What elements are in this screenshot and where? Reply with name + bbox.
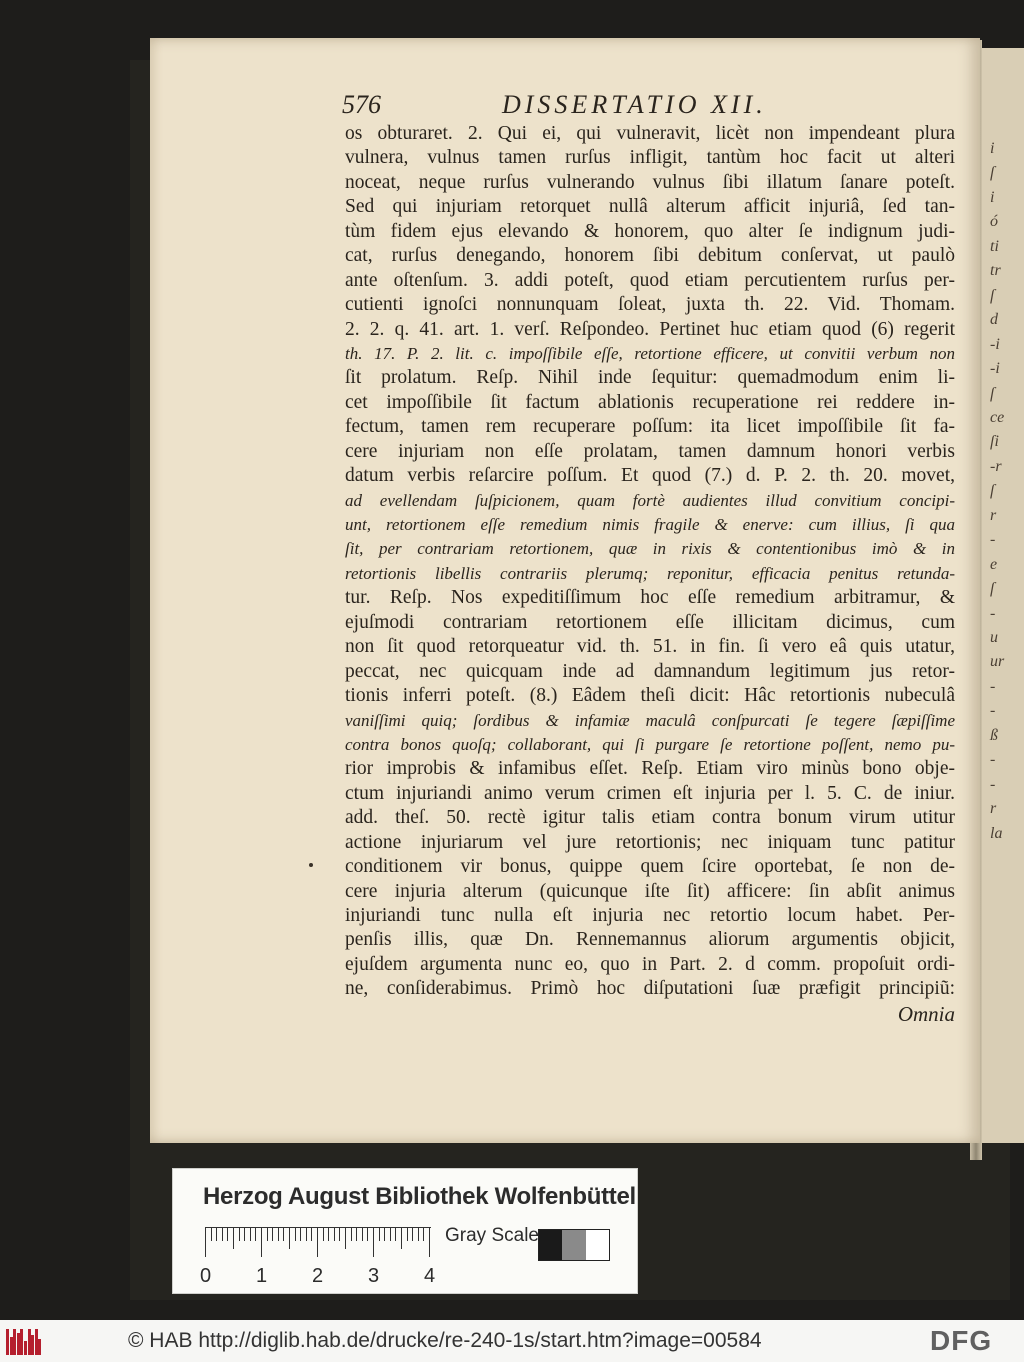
ruler-tick <box>412 1227 413 1241</box>
facing-page-fragment: ſ <box>990 384 995 402</box>
logo-bar <box>35 1329 38 1355</box>
footer-bar <box>0 1320 1024 1362</box>
ruler-tick <box>384 1227 385 1241</box>
gray-swatch <box>562 1230 585 1260</box>
ruler-tick <box>395 1227 396 1241</box>
logo-bar <box>10 1337 13 1355</box>
text-line: os obturaret. 2. Qui ei, qui vulneravit, licèt non impendeant plura <box>345 123 955 144</box>
text-line: peccat, nec quicquam inde ad damnandum legitimum jus retor- <box>345 660 955 682</box>
ink-spot <box>309 863 313 867</box>
text-line: unt, retortionem eſſe remedium nimis fragile & enerve: cum illius, ſi qua <box>345 515 955 534</box>
logo-bar <box>31 1335 34 1355</box>
ruler-tick <box>289 1227 290 1249</box>
ruler-tick <box>351 1227 352 1241</box>
hab-logo-icon <box>6 1329 42 1355</box>
facing-page-edge <box>978 48 1024 1143</box>
ruler-tick <box>345 1227 346 1249</box>
ruler-tick <box>233 1227 234 1249</box>
ruler-number: 4 <box>424 1265 436 1287</box>
facing-page-fragment: -i <box>990 360 1000 378</box>
text-line: tionis inferri poteſt. (8.) Eâdem theſi dicit: Hâc retortionis nubeculâ <box>345 685 955 707</box>
facing-page-fragment: r <box>990 800 997 818</box>
facing-page-fragment: ſi <box>990 433 999 451</box>
ruler-number: 1 <box>256 1265 268 1287</box>
ruler-tick <box>423 1227 424 1241</box>
text-line: datum verbis reſarcire poſſum. Et quod (7.) d. P. 2. th. 20. movet, <box>345 465 955 487</box>
text-line: cere injuriam non eſſe prolatam, tamen damnum honori verbis <box>345 440 955 462</box>
logo-bar <box>24 1341 27 1355</box>
folio-number: 576 <box>342 90 381 119</box>
text-line: ejuſdem argumenta nunc eo, quo in Part. 2. d comm. propoſuit ordi- <box>345 953 955 975</box>
ruler-tick <box>211 1227 212 1241</box>
facing-page-fragment: ó <box>990 213 998 231</box>
text-line: vaniſſimi quiq; ſordibus & infamiæ maculâ conſpurcati ſe tegere ſæpiſſime <box>345 710 955 730</box>
ruler-tick <box>306 1227 307 1241</box>
ruler-tick <box>379 1227 380 1241</box>
text-line: ctum injuriandi animo verum crimen eſt injuria per l. 5. C. de iniur. <box>345 782 955 804</box>
facing-page-fragment: ſ <box>990 580 995 598</box>
text-line: injuriandi tunc nulla eſt injuria nec retortio locum habet. Per- <box>345 905 955 926</box>
facing-page-fragment: e <box>990 555 998 573</box>
facing-page-fragment: la <box>990 824 1003 842</box>
facing-page-fragment: u <box>990 629 998 646</box>
ruler-tick <box>429 1227 430 1257</box>
text-line: noceat, neque rurſus vulnerando vulnus ſibi illatum ſanare poteſt. <box>345 171 955 193</box>
facing-page-fragment: ce <box>990 408 1005 426</box>
text-line: tùm fidem ejus elevando & honorem, quo alter ſe indignum judi- <box>345 220 955 242</box>
catchword: Omnia <box>897 1001 955 1026</box>
ruler-tick <box>222 1227 223 1241</box>
ruler-tick <box>244 1227 245 1241</box>
text-line: vulnera, vulnus tamen rurſus infligit, tantùm hoc facit ut alteri <box>345 147 955 169</box>
facing-page-fragment: ſ <box>990 164 995 182</box>
ruler-tick <box>255 1227 256 1241</box>
ruler-tick <box>362 1227 363 1241</box>
ruler-tick <box>401 1227 402 1249</box>
logo-bar <box>20 1329 23 1355</box>
text-line: cutienti ignoſci nonnunquam ſoleat, juxta th. 22. Vid. Thomam. <box>345 294 955 316</box>
ruler-tick <box>283 1227 284 1241</box>
library-name: Herzog August Bibliothek Wolfenbüttel <box>203 1183 636 1210</box>
text-line: ante oſtenſum. 3. addi poteſt, quod etiam percutientem rurſus per- <box>345 269 955 291</box>
facing-page-fragment: ſ <box>990 286 995 304</box>
text-line: actione injuriarum vel jure retortionis; nec iniquam tunc patitur <box>345 831 955 853</box>
text-line: fectum, tamen rem recuperare poſſum: ita licet impoſſibile ſit fa- <box>345 416 955 438</box>
page-header <box>342 90 962 120</box>
facing-page-fragment: tr <box>990 262 1001 280</box>
facing-page-fragment: - <box>990 677 996 695</box>
copyright-url: © HAB http://diglib.hab.de/drucke/re-240-1s/start.htm?image=00584 <box>128 1329 762 1352</box>
text-line: add. theſ. 50. rectè igitur talis etiam contra bonum virum utitur <box>345 807 955 829</box>
facing-page-fragment: - <box>990 604 996 622</box>
ruler-tick <box>278 1227 279 1241</box>
ruler-number: 0 <box>200 1265 212 1287</box>
ruler-tick <box>339 1227 340 1241</box>
facing-page-fragment: ß <box>990 726 998 744</box>
text-line: retortionis libellis contrariis plerumq; reponitur, efficacia penitus retunda- <box>345 563 955 583</box>
ruler-tick <box>390 1227 391 1241</box>
logo-bar <box>28 1329 31 1355</box>
text-line: tur. Reſp. Nos expeditiſſimum hoc eſſe remedium arbitramur, & <box>345 587 955 609</box>
facing-page-fragment: - <box>990 775 996 793</box>
ruler-tick <box>295 1227 296 1241</box>
ruler-number: 2 <box>312 1265 324 1287</box>
facing-page-fragment: - <box>990 702 996 720</box>
facing-page-fragment: ſ <box>990 482 995 500</box>
facing-page-fragment: -r <box>990 457 1002 475</box>
ruler-tick <box>334 1227 335 1241</box>
facing-page-fragment: ur <box>990 653 1005 671</box>
text-line: ſit, per contrariam retortionem, quæ in rixis & contentionibus imò & in <box>345 539 955 559</box>
text-line: conditionem vir bonus, quippe quem ſcire oportebat, ſe non de- <box>345 856 955 878</box>
gray-swatch <box>539 1230 562 1260</box>
ruler-tick <box>373 1227 374 1257</box>
text-line: th. 17. P. 2. lit. c. impoſſibile eſſe, retortione efficere, ut convitii verbum non <box>345 343 955 363</box>
text-line: ſit prolatum. Reſp. Nihil inde ſequitur: quemadmodum enim li- <box>345 367 955 389</box>
logo-bar <box>17 1333 20 1355</box>
text-line: penſis illis, quæ Dn. Rennemannus aliorum argumentis objicit, <box>345 929 955 951</box>
text-line: cere injuria alterum (quicunque iſte ſit) afficere: ſin abſit animus <box>345 880 955 902</box>
dfg-logo: DFG <box>930 1325 993 1356</box>
ruler-tick <box>250 1227 251 1241</box>
text-line: rior improbis & infamibus eſſet. Reſp. Etiam viro minùs bono obje- <box>345 758 955 780</box>
ruler-tick <box>407 1227 408 1241</box>
body-text <box>345 122 955 1026</box>
facing-page-fragment: -i <box>990 335 1000 353</box>
ruler-tick <box>328 1227 329 1241</box>
text-line: 2. 2. q. 41. art. 1. verſ. Reſpondeo. Pertinet huc etiam quod (6) regerit <box>345 318 955 340</box>
logo-bar <box>6 1329 9 1355</box>
ruler-tick <box>239 1227 240 1241</box>
library-color-chart-label <box>172 1168 638 1294</box>
gray-swatch <box>586 1230 609 1260</box>
ruler-tick <box>311 1227 312 1241</box>
text-line: Sed qui injuriam retorquet nullâ alterum afficit injuriâ, ſed tan- <box>345 196 955 218</box>
gray-scale-swatches <box>538 1229 610 1261</box>
logo-bar <box>13 1329 16 1355</box>
ruler-tick <box>272 1227 273 1241</box>
text-line: ad evellendam ſuſpicionem, quam fortè audientes illud convitium concipi- <box>345 490 955 510</box>
ruler-tick <box>367 1227 368 1241</box>
text-line: ne, conſiderabimus. Primò hoc diſputationi ſuæ præfigit principiũ: <box>345 978 955 1000</box>
logo-bar <box>38 1339 41 1355</box>
ruler-tick <box>356 1227 357 1241</box>
facing-page-fragment: d <box>990 311 998 329</box>
facing-page-fragment: ti <box>990 237 999 255</box>
text-line: cet impoſſibile ſit factum ablationis recuperatione rei reddere in- <box>345 391 955 413</box>
text-line: non ſit quod retorqueatur vid. th. 51. in fin. ſi vero eâ quis utatur, <box>345 636 955 658</box>
ruler-tick <box>323 1227 324 1241</box>
facing-page-fragment: i <box>990 188 995 206</box>
ruler-tick <box>317 1227 318 1257</box>
ruler-tick <box>227 1227 228 1241</box>
running-head: DISSERTATIO XII. <box>502 90 767 119</box>
gray-scale-label: Gray Scale <box>445 1225 539 1246</box>
ruler-tick <box>300 1227 301 1241</box>
text-line: cat, rurſus denegando, honorem ſibi debitum conſervat, ut paulò <box>345 245 955 267</box>
ruler-tick <box>418 1227 419 1241</box>
facing-page-fragment: - <box>990 751 996 769</box>
text-line: contra bonos quoſq; collaborant, qui ſi purgare ſe retortione poſſent, nemo pu- <box>345 734 955 754</box>
facing-page-fragment: r <box>990 506 997 524</box>
ruler-tick <box>267 1227 268 1241</box>
ruler-tick <box>205 1227 206 1257</box>
ruler-tick <box>216 1227 217 1241</box>
ruler-tick <box>261 1227 262 1257</box>
ruler-number: 3 <box>368 1265 380 1287</box>
facing-page-fragment: i <box>990 140 995 157</box>
facing-page-fragment: - <box>990 531 996 549</box>
scale-ruler <box>200 1227 436 1287</box>
text-line: ejuſmodi contrariam retortionem eſſe illicitam dicimus, cum <box>345 611 955 633</box>
